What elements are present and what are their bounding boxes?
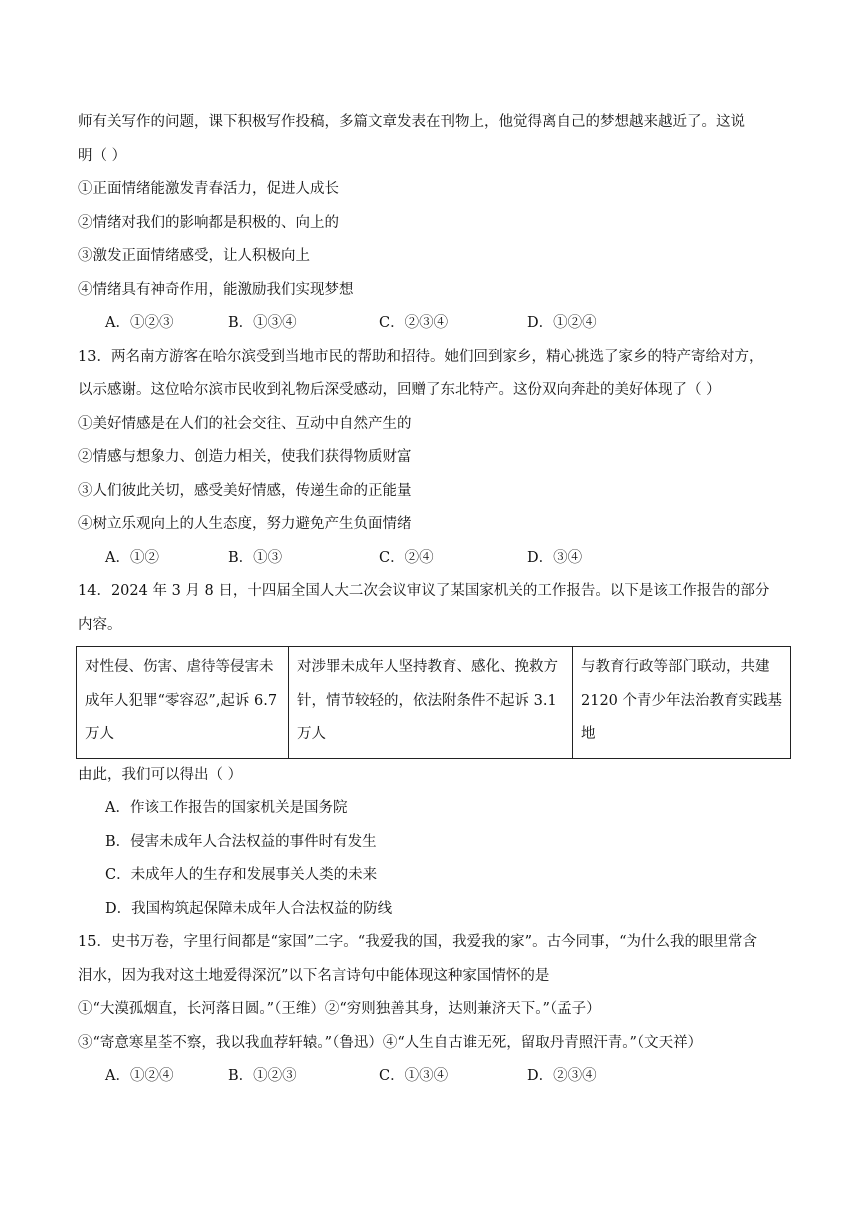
- q12-statement-3: ③激发正面情绪感受，让人积极向上: [78, 248, 310, 264]
- q12-text-line: 明（ ）: [78, 147, 127, 164]
- q13-statement-4: ④树立乐观向上的人生态度，努力避免产生负面情绪: [78, 516, 412, 532]
- q12-statement-1: ①正面情绪能激发青春活力，促进人成长: [78, 181, 339, 197]
- q13-stem-line: 13．两名南方游客在哈尔滨受到当地市民的帮助和招待。她们回到家乡，精心挑选了家乡的特产寄给对方，: [78, 348, 764, 365]
- q15-stem-line: 泪水，因为我对这土地爱得深沉”以下名言诗句中能体现这种家国情怀的是: [78, 967, 550, 984]
- q14-option-c[interactable]: C．未成年人的生存和发展事关人类的未来: [105, 867, 378, 883]
- q13-stem-line: 以示感谢。这位哈尔滨市民收到礼物后深受感动，回赠了东北特产。这份双向奔赴的美好体现了（ ）: [78, 382, 721, 398]
- q15-options: [78, 1060, 794, 1094]
- q12-statement-2: ②情绪对我们的影响都是积极的、向上的: [78, 214, 339, 231]
- q15-option-a[interactable]: A．①②④: [105, 1068, 174, 1084]
- q12-options: [78, 307, 794, 341]
- q12-option-a[interactable]: A．①②③: [105, 315, 174, 331]
- q14-option-d[interactable]: D．我国构筑起保障未成年人合法权益的防线: [105, 900, 393, 917]
- q14-question: 由此，我们可以得出（ ）: [78, 766, 243, 783]
- q12-option-b[interactable]: B．①③④: [228, 315, 297, 331]
- q13-options: [78, 542, 794, 576]
- q15-option-c[interactable]: C．①③④: [379, 1068, 449, 1084]
- q12-option-d[interactable]: D．①②④: [527, 315, 597, 331]
- table-cell: 对性侵、伤害、虐待等侵害未成年人犯罪“零容忍”,起诉 6.7 万人: [77, 647, 289, 759]
- table-row: [77, 647, 791, 759]
- q15-option-d[interactable]: D．②③④: [527, 1068, 597, 1084]
- q13-statement-3: ③人们彼此关切，感受美好情感，传递生命的正能量: [78, 482, 412, 499]
- q15-stem-line: 15．史书万卷，字里行间都是“家国”二字。“我爱我的国，我爱我的家”。古今同事，“为什么我的眼里常含: [78, 934, 758, 950]
- q12-statement-4: ④情绪具有神奇作用，能激励我们实现梦想: [78, 281, 354, 298]
- q15-statements-1-2: ①“大漠孤烟直，长河落日圆。”（王维）②“穷则独善其身，达则兼济天下。”（孟子）: [78, 1001, 601, 1017]
- q15-option-b[interactable]: B．①②③: [228, 1068, 297, 1084]
- q15-statements-3-4: ③“寄意寒星荃不察，我以我血荐轩辕。”（鲁迅）④“人生自古谁无死，留取丹青照汗青。”（文天祥）: [78, 1034, 703, 1051]
- q13-option-b[interactable]: B．①③: [228, 549, 283, 566]
- table-cell: 对涉罪未成年人坚持教育、感化、挽救方针，情节较轻的，依法附条件不起诉 3.1 万人: [289, 647, 573, 759]
- q13-statement-1: ①美好情感是在人们的社会交往、互动中自然产生的: [78, 415, 412, 432]
- q12-text-line: 师有关写作的问题，课下积极写作投稿，多篇文章发表在刊物上，他觉得离自己的梦想越来越近了。这说: [78, 114, 745, 130]
- q14-stem-line: 内容。: [78, 616, 122, 633]
- q13-option-c[interactable]: C．②④: [379, 549, 434, 566]
- q13-statement-2: ②情感与想象力、创造力相关，使我们获得物质财富: [78, 449, 412, 465]
- q14-option-b[interactable]: B．侵害未成年人合法权益的事件时有发生: [105, 833, 377, 850]
- q13-option-d[interactable]: D．③④: [527, 549, 583, 566]
- q13-option-a[interactable]: A．①②: [105, 549, 159, 566]
- report-table: [76, 646, 791, 759]
- table-cell: 与教育行政等部门联动，共建 2120 个青少年法治教育实践基地: [573, 647, 791, 759]
- document-page: [78, 106, 794, 1094]
- q14-stem-line: 14．2024 年 3 月 8 日，十四届全国人大二次会议审议了某国家机关的工作报告。以下是该工作报告的部分: [78, 583, 770, 599]
- q12-option-c[interactable]: C．②③④: [379, 315, 449, 331]
- q14-option-a[interactable]: A．作该工作报告的国家机关是国务院: [105, 800, 348, 816]
